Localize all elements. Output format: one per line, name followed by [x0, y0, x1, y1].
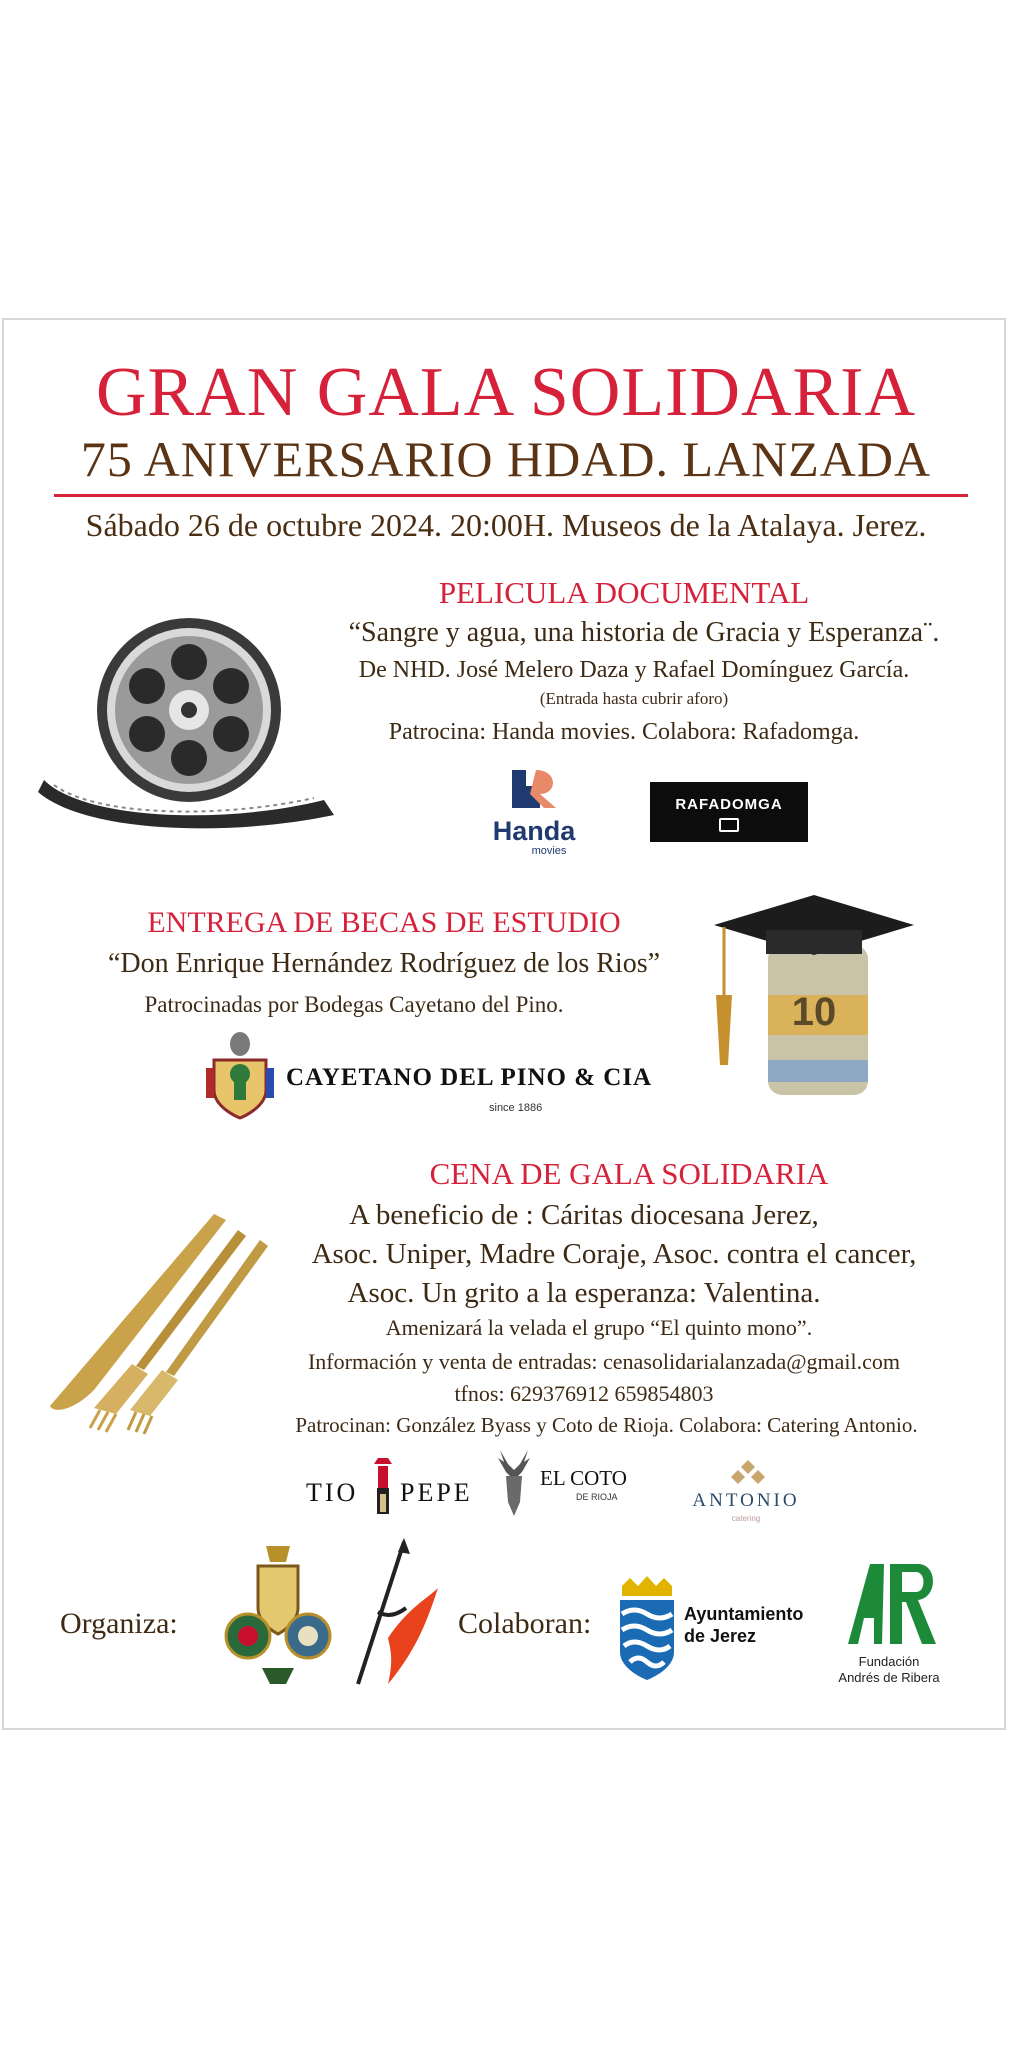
film-sponsors: Patrocina: Handa movies. Colabora: Rafadomga.	[388, 719, 860, 745]
ayuntamiento-jerez-logo	[616, 1574, 836, 1684]
organiza-label: Organiza:	[60, 1607, 178, 1640]
camera-icon	[719, 818, 739, 832]
fundacion-andres-de-ribera-logo	[824, 1558, 954, 1708]
cena-benefit-1: A beneficio de : Cáritas diocesana Jerez,	[349, 1199, 819, 1231]
handa-name: Handa	[492, 816, 576, 846]
handa-mark-icon	[474, 768, 594, 818]
antonio-catering-logo	[676, 1460, 816, 1530]
event-date-line: Sábado 26 de octubre 2024. 20:00H. Museos de la Atalaya. Jerez.	[85, 507, 927, 543]
cayetano-logo-text: CAYETANO DEL PINO & CIA	[286, 1064, 653, 1091]
deer-head-icon	[492, 1446, 536, 1524]
antonio-sub: catering	[731, 1514, 761, 1523]
cena-music: Amenizará la velada el grupo “El quinto mono”.	[385, 1315, 813, 1340]
poster-subtitle: 75 ANIVERSARIO HDAD. LANZADA	[80, 431, 932, 487]
handa-movies-logo	[474, 768, 594, 868]
tio-pepe-logo	[306, 1452, 486, 1522]
hermandad-crest-icon	[222, 1538, 334, 1688]
film-authors: De NHD. José Melero Daza y Rafael Domínguez García.	[358, 657, 910, 683]
fundacion-line-1: Fundación	[858, 1654, 920, 1669]
el-coto-logo	[492, 1446, 662, 1526]
jerez-shield-icon	[616, 1574, 678, 1684]
tio-pepe-figure-icon	[368, 1454, 398, 1520]
antonio-diamond-icon	[728, 1460, 768, 1486]
ayuntamiento-line-1: Ayuntamiento	[684, 1604, 804, 1624]
cena-heading: CENA DE GALA SOLIDARIA	[429, 1156, 829, 1191]
title-divider	[54, 494, 968, 497]
colaboran-label: Colaboran:	[458, 1607, 592, 1640]
tio-pepe-right: PEPE	[400, 1478, 473, 1507]
becas-name: “Don Enrique Hernández Rodríguez de los Rios”	[107, 948, 661, 979]
cayetano-crest-icon	[204, 1030, 276, 1120]
poster-title: GRAN GALA SOLIDARIA	[95, 354, 917, 431]
becas-sponsor: Patrocinadas por Bodegas Cayetano del Pino.	[144, 992, 564, 1017]
graduation-cap-money-icon	[704, 875, 924, 1125]
el-coto-sub: DE RIOJA	[576, 1492, 618, 1502]
el-coto-name: EL COTO	[540, 1466, 627, 1490]
cena-info: Información y venta de entradas: cenasolidarialanzada@gmail.com	[307, 1349, 900, 1374]
film-heading: PELICULA DOCUMENTAL	[438, 575, 810, 610]
cayetano-del-pino-logo	[204, 1030, 653, 1122]
svg-text:10: 10	[791, 990, 837, 1034]
becas-heading: ENTREGA DE BECAS DE ESTUDIO	[147, 906, 621, 939]
cutlery-icon	[24, 1200, 284, 1440]
event-poster	[2, 318, 1006, 1730]
rafadomga-label: RAFADOMGA	[675, 796, 783, 813]
film-title: “Sangre y agua, una historia de Gracia y Esperanza¨.	[348, 617, 940, 648]
lance-bird-icon	[348, 1538, 440, 1688]
ayuntamiento-line-2: de Jerez	[684, 1626, 757, 1646]
film-note: (Entrada hasta cubrir aforo)	[539, 689, 729, 708]
cena-phones: tfnos: 629376912 659854803	[454, 1381, 714, 1406]
ar-monogram-icon	[842, 1558, 942, 1650]
cena-sponsors: Patrocinan: González Byass y Coto de Rioja. Colabora: Catering Antonio.	[295, 1413, 918, 1437]
tio-pepe-left: TIO	[306, 1478, 359, 1507]
cayetano-since: since 1886	[489, 1102, 543, 1114]
cena-benefit-2: Asoc. Uniper, Madre Coraje, Asoc. contra el cancer,	[311, 1238, 917, 1270]
rafadomga-logo	[650, 782, 808, 842]
fundacion-line-2: Andrés de Ribera	[838, 1670, 940, 1685]
handa-sub: movies	[531, 845, 567, 857]
antonio-name: ANTONIO	[692, 1490, 800, 1511]
cena-benefit-3: Asoc. Un grito a la esperanza: Valentina.	[347, 1277, 821, 1309]
